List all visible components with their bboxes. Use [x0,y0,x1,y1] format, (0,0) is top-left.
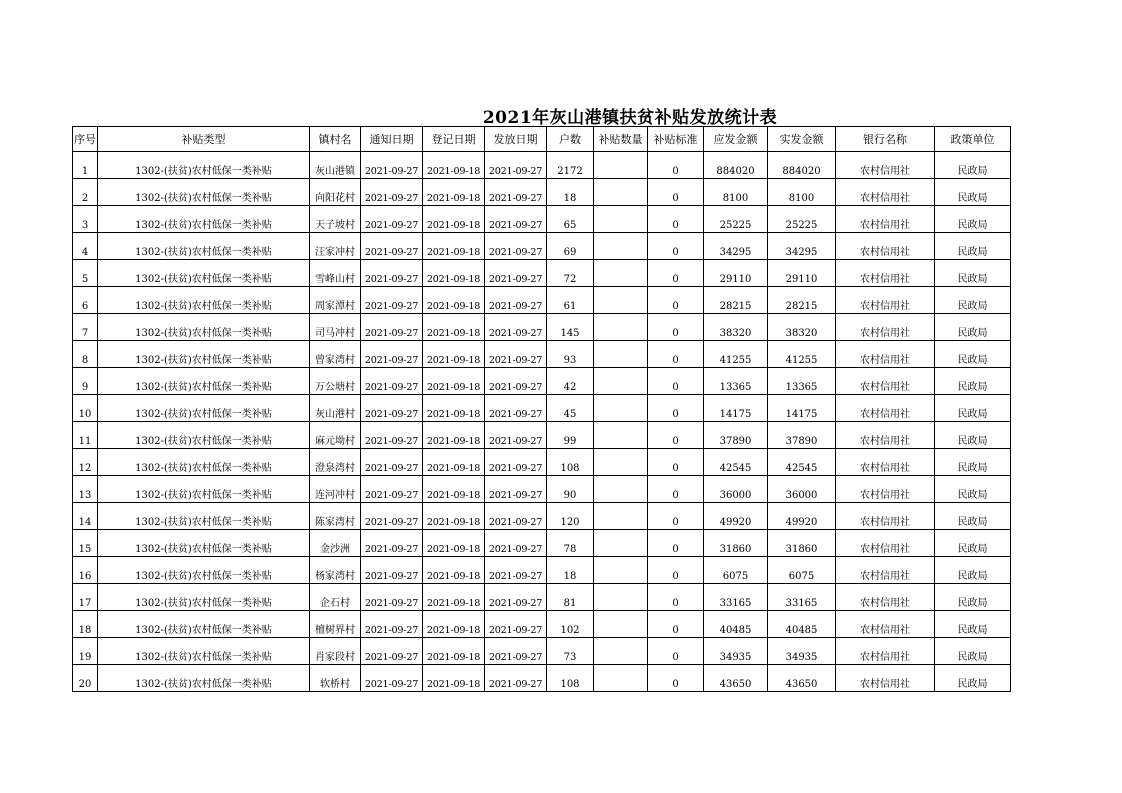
cell-amount-due: 37890 [704,422,768,449]
cell-index: 11 [73,422,98,449]
cell-register-date: 2021-09-18 [423,449,485,476]
cell-policy-unit: 民政局 [935,368,1011,395]
cell-village: 灰山港镇 [310,152,361,179]
cell-bank: 农村信用社 [836,503,935,530]
cell-policy-unit: 民政局 [935,503,1011,530]
cell-policy-unit: 民政局 [935,179,1011,206]
cell-register-date: 2021-09-18 [423,287,485,314]
cell-village: 麻元坳村 [310,422,361,449]
cell-amount-due: 43650 [704,665,768,692]
cell-standard: 0 [648,665,704,692]
cell-notice-date: 2021-09-27 [361,530,423,557]
cell-policy-unit: 民政局 [935,665,1011,692]
cell-index: 20 [73,665,98,692]
cell-policy-unit: 民政局 [935,206,1011,233]
cell-standard: 0 [648,206,704,233]
cell-register-date: 2021-09-18 [423,611,485,638]
cell-amount-due: 6075 [704,557,768,584]
cell-bank: 农村信用社 [836,395,935,422]
page-title: 2021年灰山港镇扶贫补贴发放统计表 [482,108,778,128]
cell-bank: 农村信用社 [836,422,935,449]
cell-index: 2 [73,179,98,206]
cell-subsidy-type: 1302-(扶贫)农村低保一类补贴 [98,287,310,314]
cell-village: 灰山港村 [310,395,361,422]
table-row [73,341,1011,368]
cell-amount-paid: 38320 [768,314,836,341]
cell-amount-due: 29110 [704,260,768,287]
cell-bank: 农村信用社 [836,341,935,368]
cell-village: 檀树界村 [310,611,361,638]
cell-amount-due: 49920 [704,503,768,530]
cell-index: 16 [73,557,98,584]
cell-households: 72 [547,260,594,287]
cell-village: 周家潭村 [310,287,361,314]
cell-village: 陈家湾村 [310,503,361,530]
cell-register-date: 2021-09-18 [423,503,485,530]
cell-households: 108 [547,665,594,692]
cell-policy-unit: 民政局 [935,341,1011,368]
cell-issue-date: 2021-09-27 [485,665,547,692]
cell-quantity [594,665,648,692]
cell-amount-due: 40485 [704,611,768,638]
cell-standard: 0 [648,233,704,260]
cell-notice-date: 2021-09-27 [361,314,423,341]
cell-index: 5 [73,260,98,287]
cell-quantity [594,395,648,422]
cell-register-date: 2021-09-18 [423,233,485,260]
table-row [73,449,1011,476]
cell-index: 13 [73,476,98,503]
cell-village: 连河冲村 [310,476,361,503]
cell-notice-date: 2021-09-27 [361,287,423,314]
cell-policy-unit: 民政局 [935,611,1011,638]
cell-issue-date: 2021-09-27 [485,611,547,638]
cell-quantity [594,314,648,341]
cell-notice-date: 2021-09-27 [361,368,423,395]
col-header-notice-date: 通知日期 [361,127,423,152]
cell-standard: 0 [648,287,704,314]
cell-bank: 农村信用社 [836,449,935,476]
cell-issue-date: 2021-09-27 [485,206,547,233]
table-row [73,395,1011,422]
cell-quantity [594,584,648,611]
cell-standard: 0 [648,260,704,287]
cell-standard: 0 [648,530,704,557]
cell-amount-paid: 42545 [768,449,836,476]
cell-subsidy-type: 1302-(扶贫)农村低保一类补贴 [98,557,310,584]
table-row [73,665,1011,692]
cell-policy-unit: 民政局 [935,530,1011,557]
cell-notice-date: 2021-09-27 [361,206,423,233]
cell-subsidy-type: 1302-(扶贫)农村低保一类补贴 [98,314,310,341]
cell-issue-date: 2021-09-27 [485,638,547,665]
table-row [73,287,1011,314]
cell-index: 3 [73,206,98,233]
cell-amount-paid: 34935 [768,638,836,665]
cell-amount-due: 41255 [704,341,768,368]
cell-subsidy-type: 1302-(扶贫)农村低保一类补贴 [98,341,310,368]
cell-amount-paid: 43650 [768,665,836,692]
col-header-standard: 补贴标准 [648,127,704,152]
cell-bank: 农村信用社 [836,584,935,611]
cell-subsidy-type: 1302-(扶贫)农村低保一类补贴 [98,395,310,422]
cell-amount-paid: 41255 [768,341,836,368]
col-header-village: 镇村名 [310,127,361,152]
cell-households: 65 [547,206,594,233]
cell-subsidy-type: 1302-(扶贫)农村低保一类补贴 [98,665,310,692]
cell-households: 18 [547,179,594,206]
cell-register-date: 2021-09-18 [423,179,485,206]
col-header-register-date: 登记日期 [423,127,485,152]
cell-subsidy-type: 1302-(扶贫)农村低保一类补贴 [98,476,310,503]
cell-bank: 农村信用社 [836,314,935,341]
cell-village: 万公塘村 [310,368,361,395]
cell-register-date: 2021-09-18 [423,368,485,395]
cell-policy-unit: 民政局 [935,260,1011,287]
cell-amount-due: 38320 [704,314,768,341]
cell-amount-due: 34935 [704,638,768,665]
cell-village: 向阳花村 [310,179,361,206]
cell-policy-unit: 民政局 [935,314,1011,341]
cell-amount-paid: 49920 [768,503,836,530]
cell-index: 14 [73,503,98,530]
cell-amount-due: 42545 [704,449,768,476]
cell-standard: 0 [648,584,704,611]
cell-issue-date: 2021-09-27 [485,314,547,341]
table-row [73,206,1011,233]
col-header-subsidy-type: 补贴类型 [98,127,310,152]
cell-notice-date: 2021-09-27 [361,665,423,692]
cell-index: 9 [73,368,98,395]
cell-policy-unit: 民政局 [935,422,1011,449]
cell-village: 司马冲村 [310,314,361,341]
cell-index: 12 [73,449,98,476]
col-header-amount-paid: 实发金额 [768,127,836,152]
cell-households: 99 [547,422,594,449]
cell-amount-due: 31860 [704,530,768,557]
cell-register-date: 2021-09-18 [423,665,485,692]
table-row [73,260,1011,287]
table-row [73,503,1011,530]
cell-register-date: 2021-09-18 [423,638,485,665]
cell-policy-unit: 民政局 [935,476,1011,503]
cell-standard: 0 [648,341,704,368]
cell-quantity [594,260,648,287]
table-row [73,530,1011,557]
cell-standard: 0 [648,557,704,584]
col-header-policy-unit: 政策单位 [935,127,1011,152]
cell-village: 曾家湾村 [310,341,361,368]
cell-quantity [594,422,648,449]
cell-index: 6 [73,287,98,314]
cell-policy-unit: 民政局 [935,638,1011,665]
cell-register-date: 2021-09-18 [423,260,485,287]
cell-amount-paid: 37890 [768,422,836,449]
cell-amount-paid: 40485 [768,611,836,638]
cell-policy-unit: 民政局 [935,584,1011,611]
cell-issue-date: 2021-09-27 [485,503,547,530]
cell-issue-date: 2021-09-27 [485,476,547,503]
cell-amount-due: 13365 [704,368,768,395]
cell-quantity [594,179,648,206]
cell-bank: 农村信用社 [836,638,935,665]
col-header-quantity: 补贴数量 [594,127,648,152]
cell-subsidy-type: 1302-(扶贫)农村低保一类补贴 [98,233,310,260]
cell-index: 4 [73,233,98,260]
cell-quantity [594,611,648,638]
cell-quantity [594,503,648,530]
cell-village: 澄泉湾村 [310,449,361,476]
cell-households: 42 [547,368,594,395]
cell-amount-due: 36000 [704,476,768,503]
cell-register-date: 2021-09-18 [423,206,485,233]
cell-amount-due: 14175 [704,395,768,422]
cell-amount-paid: 25225 [768,206,836,233]
cell-index: 17 [73,584,98,611]
cell-subsidy-type: 1302-(扶贫)农村低保一类补贴 [98,611,310,638]
cell-index: 1 [73,152,98,179]
cell-quantity [594,152,648,179]
cell-amount-paid: 28215 [768,287,836,314]
cell-standard: 0 [648,395,704,422]
cell-issue-date: 2021-09-27 [485,368,547,395]
col-header-households: 户数 [547,127,594,152]
cell-households: 78 [547,530,594,557]
cell-issue-date: 2021-09-27 [485,287,547,314]
col-header-index: 序号 [73,127,98,152]
cell-bank: 农村信用社 [836,152,935,179]
cell-register-date: 2021-09-18 [423,584,485,611]
cell-amount-paid: 29110 [768,260,836,287]
cell-standard: 0 [648,368,704,395]
cell-quantity [594,449,648,476]
cell-standard: 0 [648,314,704,341]
cell-subsidy-type: 1302-(扶贫)农村低保一类补贴 [98,206,310,233]
cell-index: 15 [73,530,98,557]
cell-policy-unit: 民政局 [935,449,1011,476]
cell-register-date: 2021-09-18 [423,557,485,584]
cell-subsidy-type: 1302-(扶贫)农村低保一类补贴 [98,152,310,179]
cell-index: 10 [73,395,98,422]
cell-households: 18 [547,557,594,584]
cell-subsidy-type: 1302-(扶贫)农村低保一类补贴 [98,503,310,530]
cell-issue-date: 2021-09-27 [485,557,547,584]
table-row [73,611,1011,638]
cell-notice-date: 2021-09-27 [361,152,423,179]
cell-quantity [594,233,648,260]
cell-notice-date: 2021-09-27 [361,395,423,422]
cell-village: 雪峰山村 [310,260,361,287]
cell-notice-date: 2021-09-27 [361,449,423,476]
cell-village: 软桥村 [310,665,361,692]
cell-index: 19 [73,638,98,665]
cell-notice-date: 2021-09-27 [361,341,423,368]
cell-subsidy-type: 1302-(扶贫)农村低保一类补贴 [98,584,310,611]
header-row [73,127,1011,152]
cell-quantity [594,557,648,584]
cell-subsidy-type: 1302-(扶贫)农村低保一类补贴 [98,530,310,557]
table-row [73,638,1011,665]
cell-subsidy-type: 1302-(扶贫)农村低保一类补贴 [98,422,310,449]
cell-standard: 0 [648,611,704,638]
cell-amount-due: 34295 [704,233,768,260]
cell-register-date: 2021-09-18 [423,476,485,503]
cell-households: 108 [547,449,594,476]
cell-amount-due: 28215 [704,287,768,314]
cell-bank: 农村信用社 [836,611,935,638]
cell-subsidy-type: 1302-(扶贫)农村低保一类补贴 [98,179,310,206]
table-row [73,179,1011,206]
cell-subsidy-type: 1302-(扶贫)农村低保一类补贴 [98,638,310,665]
cell-bank: 农村信用社 [836,179,935,206]
cell-issue-date: 2021-09-27 [485,422,547,449]
cell-notice-date: 2021-09-27 [361,503,423,530]
cell-notice-date: 2021-09-27 [361,557,423,584]
cell-households: 61 [547,287,594,314]
cell-quantity [594,638,648,665]
cell-policy-unit: 民政局 [935,557,1011,584]
cell-standard: 0 [648,503,704,530]
cell-register-date: 2021-09-18 [423,395,485,422]
cell-issue-date: 2021-09-27 [485,152,547,179]
cell-bank: 农村信用社 [836,287,935,314]
cell-standard: 0 [648,449,704,476]
cell-issue-date: 2021-09-27 [485,449,547,476]
cell-notice-date: 2021-09-27 [361,179,423,206]
cell-village: 金沙洲 [310,530,361,557]
cell-amount-paid: 884020 [768,152,836,179]
cell-amount-paid: 6075 [768,557,836,584]
cell-bank: 农村信用社 [836,476,935,503]
cell-quantity [594,206,648,233]
cell-quantity [594,287,648,314]
cell-amount-paid: 33165 [768,584,836,611]
cell-notice-date: 2021-09-27 [361,638,423,665]
cell-households: 73 [547,638,594,665]
cell-standard: 0 [648,179,704,206]
cell-register-date: 2021-09-18 [423,152,485,179]
cell-village: 天子坡村 [310,206,361,233]
cell-issue-date: 2021-09-27 [485,395,547,422]
cell-amount-paid: 14175 [768,395,836,422]
cell-village: 杨家湾村 [310,557,361,584]
cell-register-date: 2021-09-18 [423,422,485,449]
cell-households: 69 [547,233,594,260]
cell-standard: 0 [648,638,704,665]
cell-households: 45 [547,395,594,422]
cell-bank: 农村信用社 [836,206,935,233]
cell-amount-due: 884020 [704,152,768,179]
table-row [73,584,1011,611]
cell-bank: 农村信用社 [836,557,935,584]
cell-quantity [594,476,648,503]
cell-policy-unit: 民政局 [935,152,1011,179]
cell-policy-unit: 民政局 [935,233,1011,260]
cell-issue-date: 2021-09-27 [485,260,547,287]
cell-village: 汪家冲村 [310,233,361,260]
cell-bank: 农村信用社 [836,260,935,287]
cell-index: 7 [73,314,98,341]
cell-issue-date: 2021-09-27 [485,584,547,611]
cell-bank: 农村信用社 [836,233,935,260]
cell-households: 102 [547,611,594,638]
cell-issue-date: 2021-09-27 [485,530,547,557]
cell-amount-paid: 34295 [768,233,836,260]
col-header-bank: 银行名称 [836,127,935,152]
cell-notice-date: 2021-09-27 [361,476,423,503]
table-row [73,557,1011,584]
cell-notice-date: 2021-09-27 [361,260,423,287]
cell-households: 2172 [547,152,594,179]
cell-policy-unit: 民政局 [935,287,1011,314]
cell-register-date: 2021-09-18 [423,530,485,557]
cell-policy-unit: 民政局 [935,395,1011,422]
cell-village: 肖家段村 [310,638,361,665]
cell-households: 120 [547,503,594,530]
cell-notice-date: 2021-09-27 [361,233,423,260]
table-row [73,422,1011,449]
col-header-amount-due: 应发金额 [704,127,768,152]
cell-standard: 0 [648,422,704,449]
cell-issue-date: 2021-09-27 [485,179,547,206]
cell-amount-due: 8100 [704,179,768,206]
cell-subsidy-type: 1302-(扶贫)农村低保一类补贴 [98,260,310,287]
cell-quantity [594,530,648,557]
cell-households: 145 [547,314,594,341]
cell-bank: 农村信用社 [836,530,935,557]
subsidy-table [72,126,1011,692]
cell-quantity [594,368,648,395]
table-row [73,368,1011,395]
cell-amount-due: 33165 [704,584,768,611]
cell-households: 93 [547,341,594,368]
cell-amount-paid: 31860 [768,530,836,557]
table-row [73,152,1011,179]
cell-issue-date: 2021-09-27 [485,341,547,368]
cell-households: 81 [547,584,594,611]
cell-register-date: 2021-09-18 [423,314,485,341]
cell-register-date: 2021-09-18 [423,341,485,368]
cell-index: 8 [73,341,98,368]
cell-standard: 0 [648,476,704,503]
cell-bank: 农村信用社 [836,665,935,692]
cell-subsidy-type: 1302-(扶贫)农村低保一类补贴 [98,368,310,395]
cell-notice-date: 2021-09-27 [361,584,423,611]
table-row [73,314,1011,341]
cell-notice-date: 2021-09-27 [361,611,423,638]
cell-index: 18 [73,611,98,638]
cell-amount-due: 25225 [704,206,768,233]
table-row [73,476,1011,503]
cell-subsidy-type: 1302-(扶贫)农村低保一类补贴 [98,449,310,476]
cell-households: 90 [547,476,594,503]
cell-bank: 农村信用社 [836,368,935,395]
cell-standard: 0 [648,152,704,179]
cell-amount-paid: 8100 [768,179,836,206]
cell-amount-paid: 36000 [768,476,836,503]
cell-quantity [594,341,648,368]
cell-amount-paid: 13365 [768,368,836,395]
cell-issue-date: 2021-09-27 [485,233,547,260]
table-row [73,233,1011,260]
cell-village: 企石村 [310,584,361,611]
col-header-issue-date: 发放日期 [485,127,547,152]
cell-notice-date: 2021-09-27 [361,422,423,449]
